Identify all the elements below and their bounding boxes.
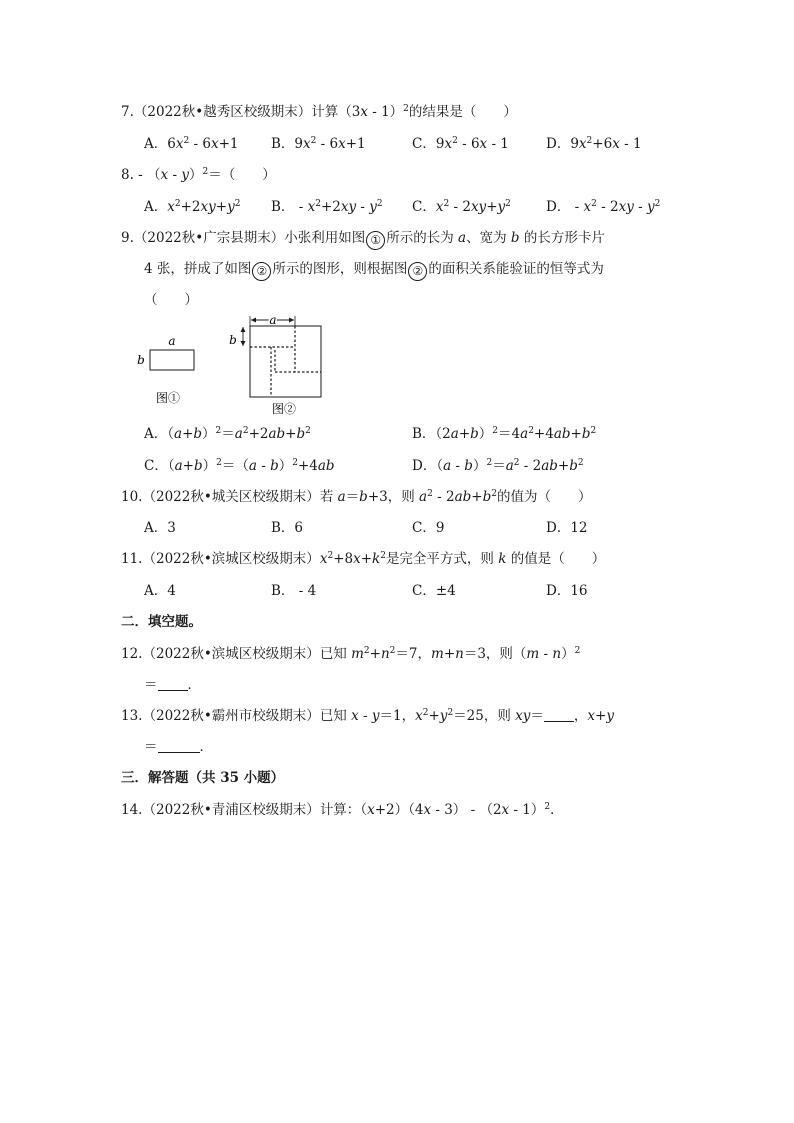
question-9-line-3: （ ） <box>144 292 198 308</box>
q10-option-c[interactable]: C．9 <box>412 520 445 536</box>
fig1-rectangle <box>150 350 194 370</box>
fig2-label-a: a <box>269 313 277 327</box>
question-number: 14. <box>121 802 143 818</box>
q7-option-b[interactable]: B．$9x^2 - 6x+1$ <box>271 136 366 152</box>
q9-option-a[interactable]: A．$(a+b)^2=a^2+2ab+b^2$ <box>144 426 311 442</box>
question-11: 11.（2022秋•滨城区校级期末）$x^2+8x+k^2$是完全平方式，则 k 的值是（ ） <box>121 551 606 567</box>
fig2-square <box>250 326 321 397</box>
section-heading-answer: 三．解答题（共 35 小题） <box>121 770 285 786</box>
question-source: （2022秋•城关区校级期末） <box>142 489 320 505</box>
question-source: （2022秋•广宗县期末） <box>133 230 285 246</box>
q7-option-d[interactable]: D．$9x^2+6x - 1$ <box>546 136 642 152</box>
question-number: 12. <box>121 646 143 662</box>
q11-option-b[interactable]: B． - 4 <box>271 583 317 599</box>
question-7: 7.（2022秋•越秀区校级期末）计算（3x - 1）$^2$的结果是（ ） <box>121 104 517 120</box>
question-number: 8. <box>121 167 134 183</box>
question-9: 9.（2022秋•广宗县期末）小张利用如图 ① 所示的长为 a、宽为 b 的长方形卡片 <box>121 228 605 250</box>
q12-answer-blank[interactable] <box>158 676 188 691</box>
question-14: 14.（2022秋•青浦区校级期末）计算：（x+2）（4x - 3） - （2x - 1）$^2$． <box>121 802 564 818</box>
question-8: 8. - （x - y）$^2$＝（ ） <box>121 167 276 183</box>
q11-option-d[interactable]: D．16 <box>546 583 588 599</box>
q11-option-a[interactable]: A．4 <box>144 583 176 599</box>
question-10: 10.（2022秋•城关区校级期末）若 a＝b+3，则 $a^2 - 2ab+b^2$的值为（ ） <box>121 489 592 505</box>
q10-option-b[interactable]: B．6 <box>271 520 304 536</box>
question-source: （2022秋•霸州市校级期末） <box>142 708 320 724</box>
question-number: 7. <box>121 104 134 120</box>
question-number: 9. <box>121 230 134 246</box>
q10-option-a[interactable]: A．3 <box>144 520 176 536</box>
question-13: 13.（2022秋•霸州市校级期末）已知 x - y＝1，$x^2+y^2=25$，则 xy＝ ，x+y <box>121 708 614 724</box>
question-source: （2022秋•越秀区校级期末） <box>133 104 312 120</box>
q9-figures <box>130 310 340 420</box>
question-number: 13. <box>121 708 143 724</box>
fig1-label-b: b <box>137 353 145 367</box>
fig1-label-a: a <box>168 334 176 348</box>
fig2-caption: 图② <box>271 402 297 416</box>
question-12: 12.（2022秋•滨城区校级期末）已知 $m^2+n^2=7$，m+n＝3，则（m - n）$^2$ <box>121 646 581 662</box>
q8-option-c[interactable]: C．$x^2 - 2xy+y^2$ <box>412 199 511 215</box>
fig2-label-b: b <box>229 333 237 347</box>
q11-option-c[interactable]: C．±4 <box>412 583 456 599</box>
q8-option-a[interactable]: A．$x^2+2xy+y^2$ <box>144 199 241 215</box>
fig1-caption: 图① <box>155 391 181 405</box>
question-number: 11. <box>121 551 143 567</box>
q9-option-c[interactable]: C．$(a+b)^2=(a - b)^2+4ab$ <box>144 458 335 474</box>
question-source: （2022秋•滨城区校级期末） <box>142 551 320 567</box>
q8-option-d[interactable]: D． - $x^2 - 2xy - y^2$ <box>546 199 661 215</box>
q8-option-b[interactable]: B． - $x^2+2xy - y^2$ <box>271 199 383 215</box>
question-number: 10. <box>121 489 143 505</box>
q13-answer-blank-sum[interactable] <box>158 738 200 753</box>
question-source: （2022秋•滨城区校级期末） <box>142 646 320 662</box>
question-source: （2022秋•青浦区校级期末） <box>142 802 320 818</box>
question-12-line-2: ＝ ． <box>144 677 201 693</box>
question-9-line-2: 4 张，拼成了如图 ② 所示的图形，则根据图 ② 的面积关系能验证的恒等式为 <box>144 259 604 281</box>
section-heading-fill-blank: 二．填空题。 <box>121 614 202 630</box>
q9-option-d[interactable]: D．$(a - b)^2=a^2 - 2ab+b^2$ <box>412 458 584 474</box>
q9-option-b[interactable]: B．$(2a+b)^2=4a^2+4ab+b^2$ <box>412 426 597 442</box>
q7-option-c[interactable]: C．$9x^2 - 6x - 1$ <box>412 136 509 152</box>
q10-option-d[interactable]: D．12 <box>546 520 588 536</box>
q13-answer-blank-xy[interactable] <box>544 707 574 722</box>
q7-option-a[interactable]: A．$6x^2 - 6x+1$ <box>144 136 239 152</box>
question-13-line-2: ＝ ． <box>144 739 213 755</box>
